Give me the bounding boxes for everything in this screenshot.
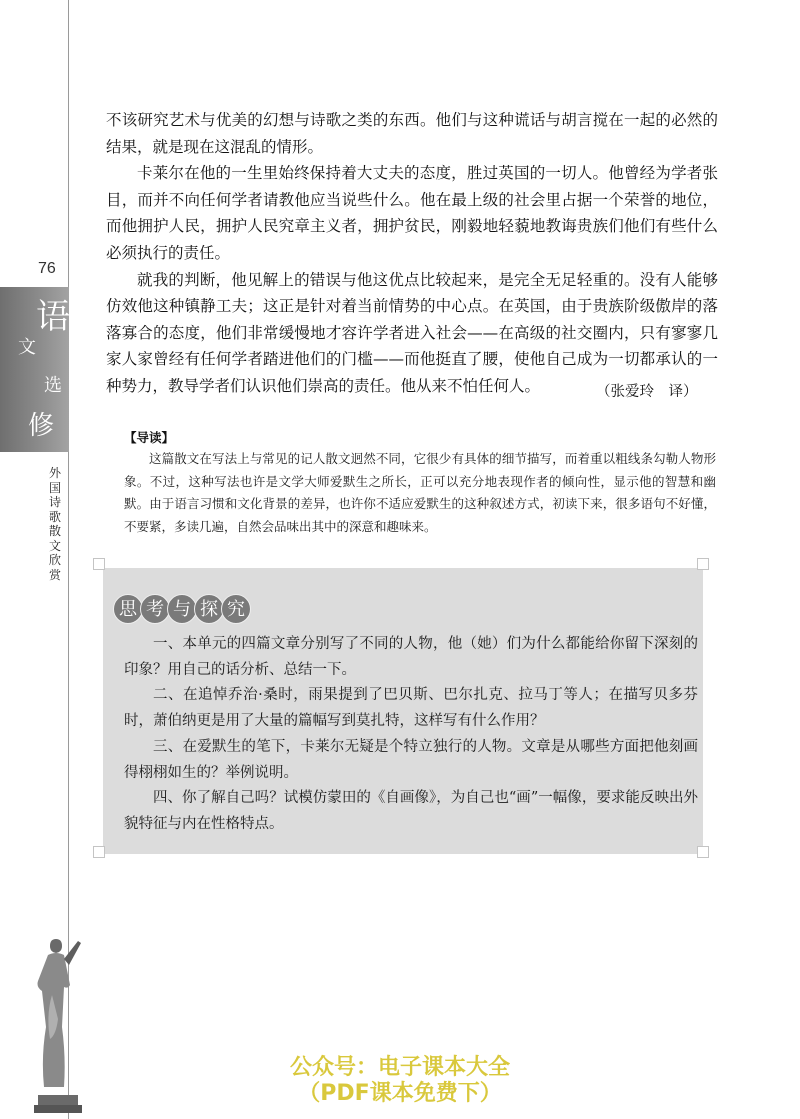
title-char: 考 — [140, 594, 170, 624]
title-char: 与 — [167, 594, 197, 624]
side-band — [0, 287, 69, 452]
title-char: 探 — [194, 594, 224, 624]
band-char: 修 — [28, 411, 55, 441]
question: 二、在追悼乔治·桑时，雨果提到了巴贝斯、巴尔扎克、拉马丁等人；在描写贝多芬时，萧伯纳更是用了大量的篇幅写到莫扎特，这样写有什么作用？ — [124, 687, 698, 730]
question: 三、在爱默生的笔下，卡莱尔无疑是个特立独行的人物。文章是从哪些方面把他刻画得栩栩如生的？举例说明。 — [124, 738, 698, 781]
page-number: 76 — [38, 260, 56, 277]
paragraph: 不该研究艺术与优美的幻想与诗歌之类的东西。他们与这种谎话与胡言搅在一起的必然的结果，就是现在这混乱的情形。 — [106, 111, 718, 156]
question: 四、你了解自己吗？试模仿蒙田的《自画像》，为自己也“画”一幅像，要求能反映出外貌特征与内在性格特点。 — [124, 790, 698, 832]
explore-title — [113, 594, 248, 624]
band-char: 语 — [36, 297, 70, 337]
main-text — [106, 107, 718, 400]
footer-watermark-line2: （PDF课本免费下） — [298, 1081, 502, 1106]
box-corner — [697, 558, 709, 570]
paragraph: 就我的判断，他见解上的错误与他这优点比较起来，是完全无足轻重的。没有人能够仿效他这种镇静工夫；这正是针对着当前情势的中心点。在英国，由于贵族阶级傲岸的落落寡合的态度，他们非常缓慢地才容许学者进入社会——在高级的社交圈内，只有寥寥几家人家曾经有任何学者踏进他们的门槛——而他挺直了腰，使他自己成为一切都承认的一种势力，教导学者们认识他们崇高的责任。他从来不怕任何人。 — [106, 270, 718, 395]
band-char: 选 — [44, 375, 62, 396]
footer-watermark-line1: 公众号：电子课本大全 — [289, 1055, 510, 1080]
question: 一、本单元的四篇文章分别写了不同的人物，他（她）们为什么都能给你留下深刻的印象？用自己的话分析、总结一下。 — [124, 636, 698, 678]
paragraph: 卡莱尔在他的一生里始终保持着大丈夫的态度，胜过英国的一切人。他曾经为学者张目，而并不向任何学者请教他应当说些什么。他在最上级的社会里占据一个荣誉的地位，而他拥护人民，拥护人民究章主义者，拥护贫民，刚毅地轻藐地教诲贵族们他们有些什么必须执行的责任。 — [106, 164, 718, 262]
guide-text: 这篇散文在写法上与常见的记人散文迥然不同，它很少有具体的细节描写，而着重以粗线条勾勒人物形象。不过，这种写法也许是文学大师爱默生之所长，正可以充分地表现作者的倾向性，显示他的智慧和幽默。由于语言习惯和文化背景的差异，也许你不适应爱默生的这种叙述方式，初读下来，很多语句不好懂，不要紧，多读几遍，自然会品味出其中的深意和趣味来。 — [124, 451, 716, 534]
band-char: 文 — [18, 337, 36, 358]
box-corner — [697, 846, 709, 858]
title-char: 究 — [221, 594, 251, 624]
question-list — [124, 632, 698, 838]
translator-credit: （张爱玲 译） — [596, 384, 698, 400]
side-title: 外国诗歌散文欣赏 — [48, 466, 61, 582]
guide-title: 【导读】 — [124, 430, 175, 445]
box-corner — [93, 558, 105, 570]
title-char: 思 — [113, 594, 143, 624]
box-corner — [93, 846, 105, 858]
